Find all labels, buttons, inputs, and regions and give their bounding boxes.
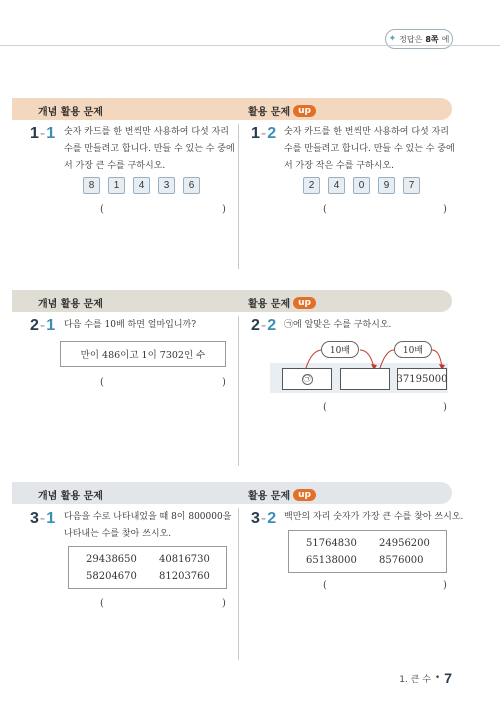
number-card: 1 bbox=[108, 177, 125, 194]
given-condition-box: 만이 486이고 1이 7302인 수 bbox=[60, 341, 226, 367]
candidate-number: 24956200 bbox=[379, 538, 430, 549]
number-card: 8 bbox=[83, 177, 100, 194]
answer-tag-page: 8쪽 bbox=[425, 34, 439, 44]
section-2-right-label bbox=[248, 295, 316, 310]
number-card: 0 bbox=[353, 177, 370, 194]
answer-paren-open: ( bbox=[323, 402, 327, 413]
answer-paren-open: ( bbox=[100, 204, 104, 215]
candidate-number: 8576000 bbox=[379, 555, 424, 566]
answer-paren-close: ) bbox=[443, 580, 447, 591]
circled-marker: ㉠ bbox=[284, 320, 294, 330]
up-badge: up bbox=[293, 297, 316, 309]
answer-paren-open: ( bbox=[100, 377, 104, 388]
times-ten-label: 10배 bbox=[394, 341, 432, 358]
question-line: 나타내는 수를 찾아 쓰시오. bbox=[64, 529, 172, 539]
times-ten-label: 10배 bbox=[321, 341, 359, 358]
question-2-2-text bbox=[284, 317, 391, 334]
up-badge: up bbox=[293, 489, 316, 501]
question-number-2-2 bbox=[251, 317, 275, 335]
answer-paren-open: ( bbox=[323, 204, 327, 215]
question-main-number: 3 bbox=[251, 510, 259, 527]
answer-paren-close: ) bbox=[222, 598, 226, 609]
answer-paren-open: ( bbox=[100, 598, 104, 609]
footer-bullet: • bbox=[434, 673, 441, 683]
question-line: 서 가장 큰 수를 구하시오. bbox=[64, 161, 166, 171]
number-card: 3 bbox=[158, 177, 175, 194]
question-line: 수를 만들려고 합니다. 만들 수 있는 수 중에 bbox=[284, 144, 455, 154]
question-sub-number: 1 bbox=[46, 125, 55, 142]
number-card: 4 bbox=[328, 177, 345, 194]
number-cards-1-1 bbox=[83, 177, 200, 194]
answer-paren-open: ( bbox=[323, 580, 327, 591]
section-1-right-label bbox=[248, 103, 316, 118]
candidate-number: 40816730 bbox=[159, 554, 210, 565]
question-dash: - bbox=[39, 317, 45, 334]
question-dash: - bbox=[39, 510, 45, 527]
number-card: 7 bbox=[403, 177, 420, 194]
unknown-box bbox=[282, 368, 332, 390]
question-1-1-text bbox=[64, 124, 235, 175]
section-2-left-label bbox=[38, 295, 103, 310]
page-number: 7 bbox=[444, 670, 452, 686]
section-label-text: 활용 문제 bbox=[248, 299, 291, 310]
question-number-2-1 bbox=[30, 317, 54, 335]
question-sub-number: 2 bbox=[267, 510, 276, 527]
header-rule bbox=[0, 45, 500, 46]
question-main-number: 3 bbox=[30, 510, 38, 527]
number-card: 4 bbox=[133, 177, 150, 194]
question-line: 백만의 자리 숫자가 가장 큰 수를 찾아 쓰시오. bbox=[284, 512, 464, 522]
column-divider bbox=[238, 316, 239, 466]
question-dash: - bbox=[39, 125, 45, 142]
question-main-number: 1 bbox=[251, 125, 259, 142]
number-card: 6 bbox=[183, 177, 200, 194]
section-1-left-label bbox=[38, 103, 103, 118]
up-badge: up bbox=[293, 105, 316, 117]
question-number-1-1 bbox=[30, 125, 54, 143]
question-dash: - bbox=[260, 125, 266, 142]
chapter-title: 1. 큰 수 bbox=[399, 674, 431, 685]
question-sub-number: 2 bbox=[267, 125, 276, 142]
section-3-right-label bbox=[248, 487, 316, 502]
question-main-number: 2 bbox=[30, 317, 38, 334]
question-line: 숫자 카드를 한 번씩만 사용하여 다섯 자리 bbox=[284, 127, 449, 137]
candidate-number: 58204670 bbox=[86, 571, 137, 582]
question-main-number: 1 bbox=[30, 125, 38, 142]
section-3-left-label bbox=[38, 487, 103, 502]
question-line: 수를 만들려고 합니다. 만들 수 있는 수 중에 bbox=[64, 144, 235, 154]
question-line bbox=[284, 317, 391, 334]
candidate-number: 65138000 bbox=[306, 555, 357, 566]
section-label-text: 개념 활용 문제 bbox=[38, 299, 103, 310]
question-dash: - bbox=[260, 510, 266, 527]
answer-paren-close: ) bbox=[443, 204, 447, 215]
question-3-1-text bbox=[64, 509, 231, 543]
column-divider bbox=[238, 508, 239, 660]
question-main-number: 2 bbox=[251, 317, 259, 334]
question-line: 다음을 수로 나타내었을 때 8이 800000을 bbox=[64, 512, 232, 522]
candidate-numbers-box bbox=[68, 546, 227, 589]
section-label-text: 개념 활용 문제 bbox=[38, 491, 103, 502]
diamond-icon: ✦ bbox=[388, 34, 397, 44]
section-label-text: 활용 문제 bbox=[248, 491, 291, 502]
question-sub-number: 1 bbox=[46, 317, 55, 334]
question-2-1-text bbox=[64, 317, 196, 334]
column-divider bbox=[238, 124, 239, 269]
known-value-box: 37195000 bbox=[397, 368, 447, 390]
question-number-1-2 bbox=[251, 125, 275, 143]
circled-marker: ㉠ bbox=[303, 375, 311, 383]
question-3-2-text bbox=[284, 509, 463, 526]
question-sub-number: 1 bbox=[46, 510, 55, 527]
question-number-3-1 bbox=[30, 510, 54, 528]
answer-paren-close: ) bbox=[443, 402, 447, 413]
answer-tag-suffix: 에 bbox=[441, 34, 450, 44]
section-label-text: 개념 활용 문제 bbox=[38, 107, 103, 118]
answer-page-tag bbox=[385, 29, 453, 49]
question-line: 다음 수를 10배 하면 얼마입니까? bbox=[64, 320, 197, 330]
question-number-3-2 bbox=[251, 510, 275, 528]
question-line-text: 에 알맞은 수를 구하시오. bbox=[293, 320, 392, 330]
question-1-2-text bbox=[284, 124, 455, 175]
section-label-text: 활용 문제 bbox=[248, 107, 291, 118]
number-card: 9 bbox=[378, 177, 395, 194]
number-cards-1-2 bbox=[303, 177, 420, 194]
blank-box bbox=[340, 368, 390, 390]
candidate-numbers-box bbox=[288, 530, 447, 573]
answer-paren-close: ) bbox=[222, 204, 226, 215]
question-line: 서 가장 작은 수를 구하시오. bbox=[284, 161, 394, 171]
candidate-number: 51764830 bbox=[306, 538, 357, 549]
answer-tag-prefix: 정답은 bbox=[399, 34, 423, 44]
number-card: 2 bbox=[303, 177, 320, 194]
question-sub-number: 2 bbox=[267, 317, 276, 334]
candidate-number: 29438650 bbox=[86, 554, 137, 565]
page-footer bbox=[399, 670, 452, 686]
answer-paren-close: ) bbox=[222, 377, 226, 388]
question-dash: - bbox=[260, 317, 266, 334]
question-line: 숫자 카드를 한 번씩만 사용하여 다섯 자리 bbox=[64, 127, 229, 137]
candidate-number: 81203760 bbox=[159, 571, 210, 582]
